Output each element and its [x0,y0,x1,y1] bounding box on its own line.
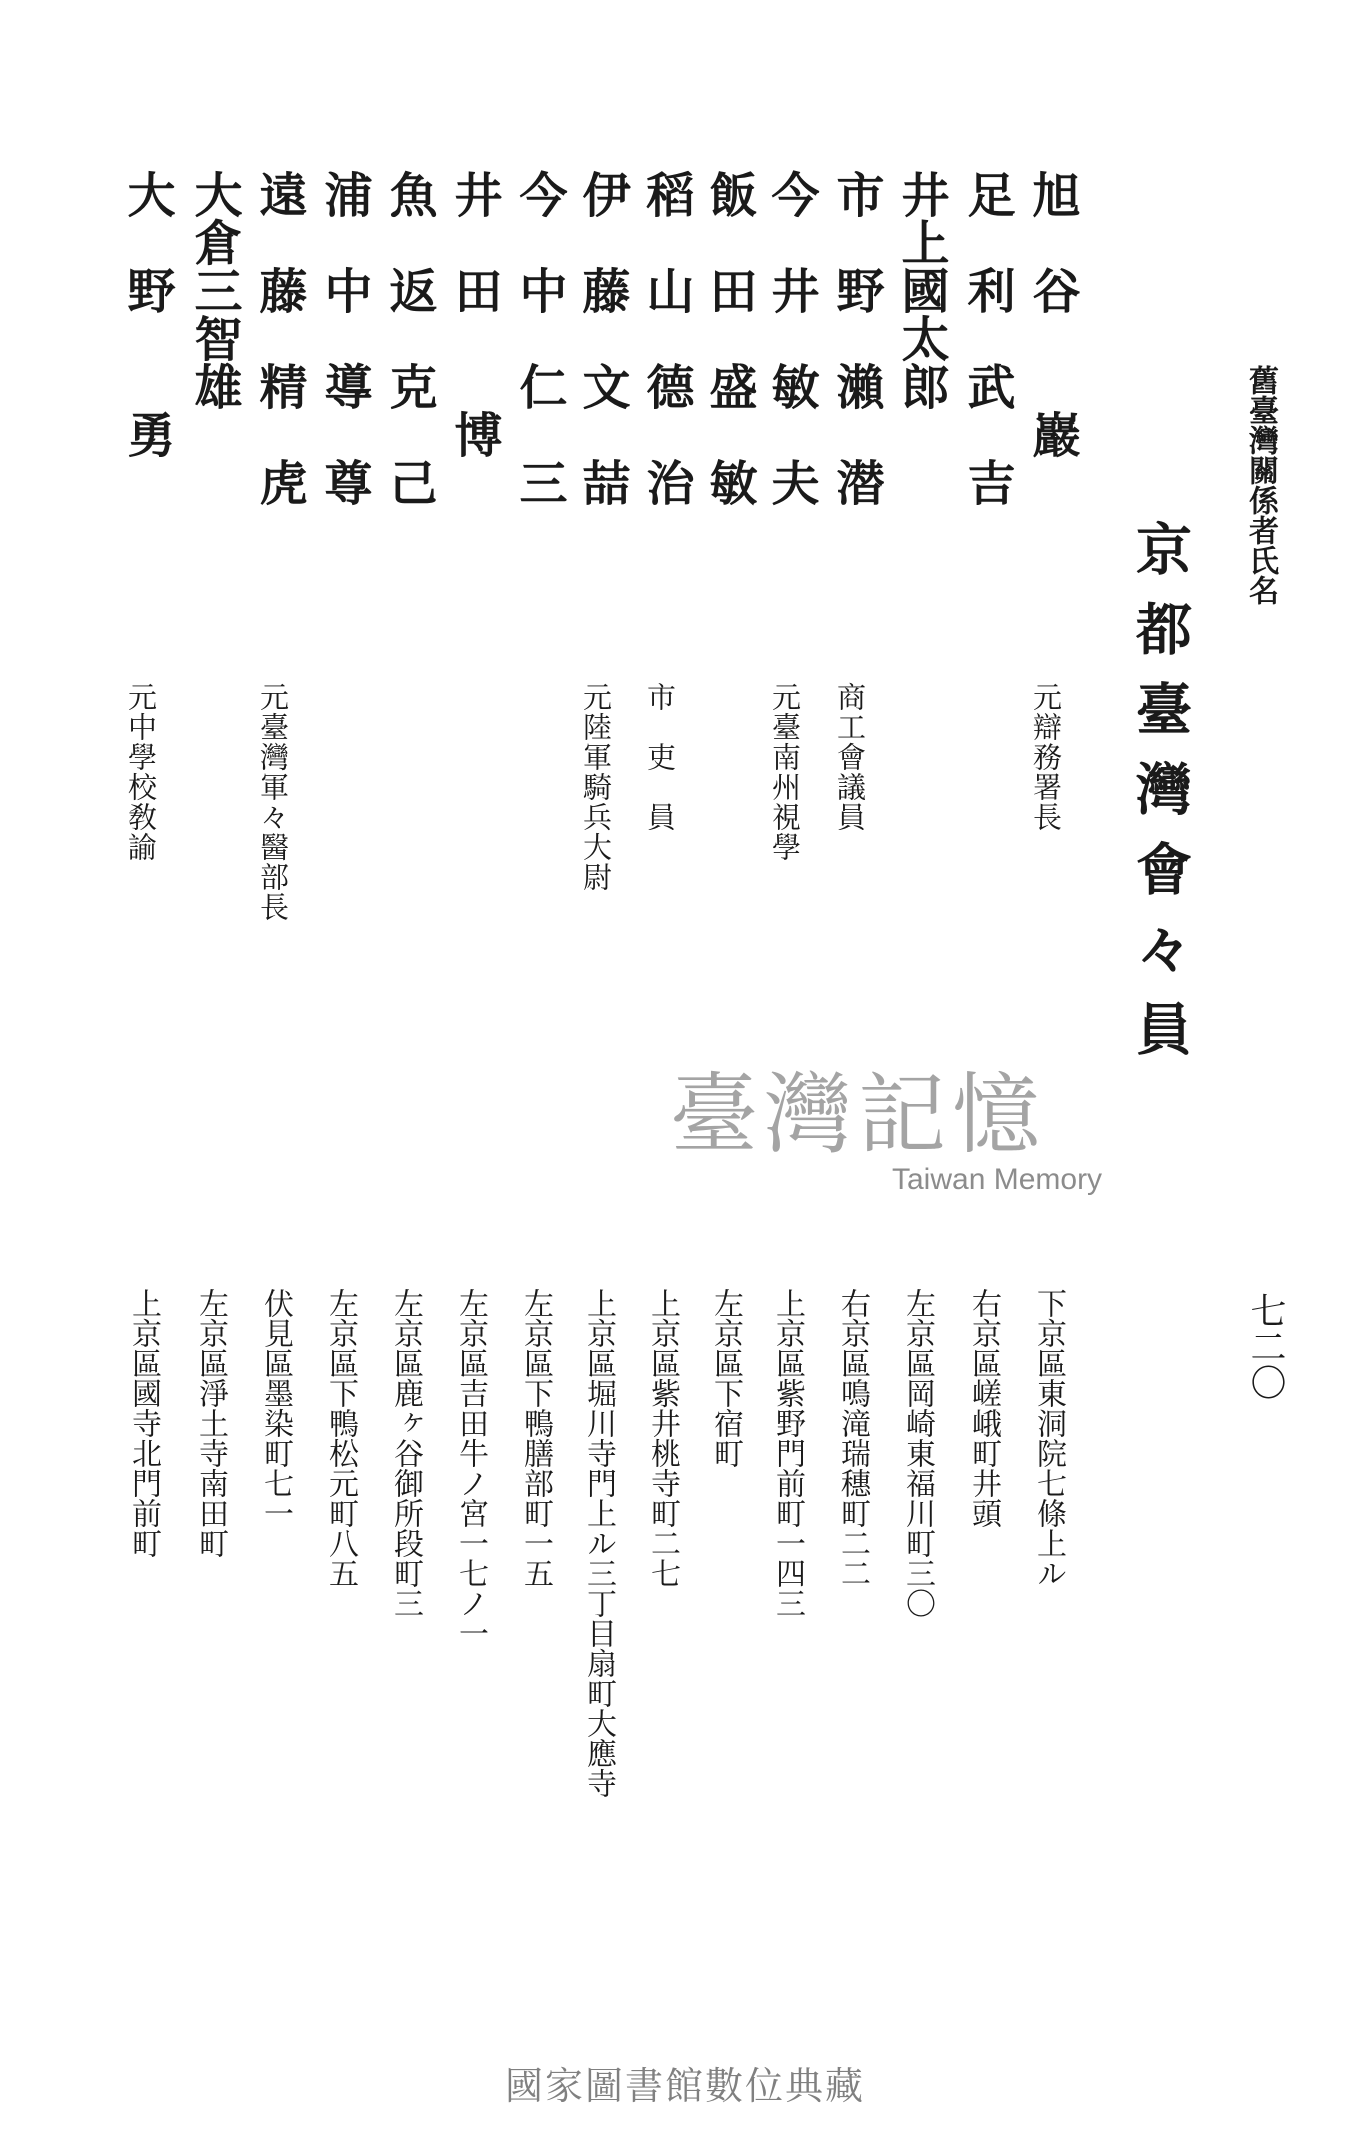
member-address: 左京區鹿ヶ谷御所段町三 [388,1288,423,1618]
watermark-cjk-text: 臺灣記憶 [670,1063,1047,1166]
member-name: 大倉三智雄 [186,170,242,410]
member-address: 左京區下鴨膳部町一五 [518,1288,553,1588]
member-name: 浦 中 導 尊 [316,170,372,506]
watermark-en-text: Taiwan Memory [892,1163,1103,1196]
member-address: 伏見區墨染町七一 [258,1288,293,1528]
page-number: 七二〇 [1245,1292,1286,1400]
member-role: 商工會議員 [833,682,867,832]
member-name: 足 利 武 吉 [959,170,1015,506]
running-head: 舊臺灣關係者氏名 [1243,365,1278,605]
member-name: 伊 藤 文 喆 [574,170,630,506]
member-name: 稻 山 德 治 [638,170,694,506]
member-role: 元辯務署長 [1029,682,1063,832]
member-name: 今 中 仁 三 [511,170,567,506]
member-role: 元臺南州視學 [768,682,802,862]
member-address: 下京區東洞院七條上ル [1031,1288,1066,1588]
member-role: 元陸軍騎兵大尉 [579,682,613,892]
member-name: 旭 谷 巖 [1024,170,1080,458]
member-role: 市 吏 員 [643,682,677,832]
member-name: 今 井 敏 夫 [763,170,819,506]
member-name: 魚 返 克 己 [381,170,437,506]
taiwan-memory-watermark [670,1045,1130,1205]
member-address: 右京區嵯峨町井頭 [966,1288,1001,1528]
member-address: 左京區淨土寺南田町 [193,1288,228,1558]
member-name: 市 野 瀨 潜 [828,170,884,506]
member-address: 左京區下宿町 [708,1288,743,1468]
member-address: 左京區岡崎東福川町三〇 [900,1288,935,1618]
member-name: 大 野 勇 [119,170,175,458]
member-role: 元臺灣軍々醫部長 [256,682,290,922]
footer-credit: 國家圖書館數位典藏 [504,2064,865,2108]
member-name: 井 田 博 [446,170,502,458]
member-role: 元中學校敎諭 [124,682,158,862]
member-address: 右京區鳴滝瑞穗町二二 [835,1288,870,1588]
member-address: 上京區紫井桃寺町二七 [645,1288,680,1588]
member-name: 井上國太郎 [893,170,949,410]
member-address: 左京區吉田牛ノ宮一七ノ一 [453,1288,488,1648]
member-address: 上京區紫野門前町一四三 [770,1288,805,1618]
member-name: 遠 藤 精 虎 [251,170,307,506]
member-name: 飯 田 盛 敏 [701,170,757,506]
member-address: 上京區國寺北門前町 [126,1288,161,1558]
member-address: 上京區堀川寺門上ル三丁目扇町大應寺 [581,1288,616,1798]
member-address: 左京區下鴨松元町八五 [323,1288,358,1588]
section-title: 京都臺灣會々員 [1127,520,1193,1080]
